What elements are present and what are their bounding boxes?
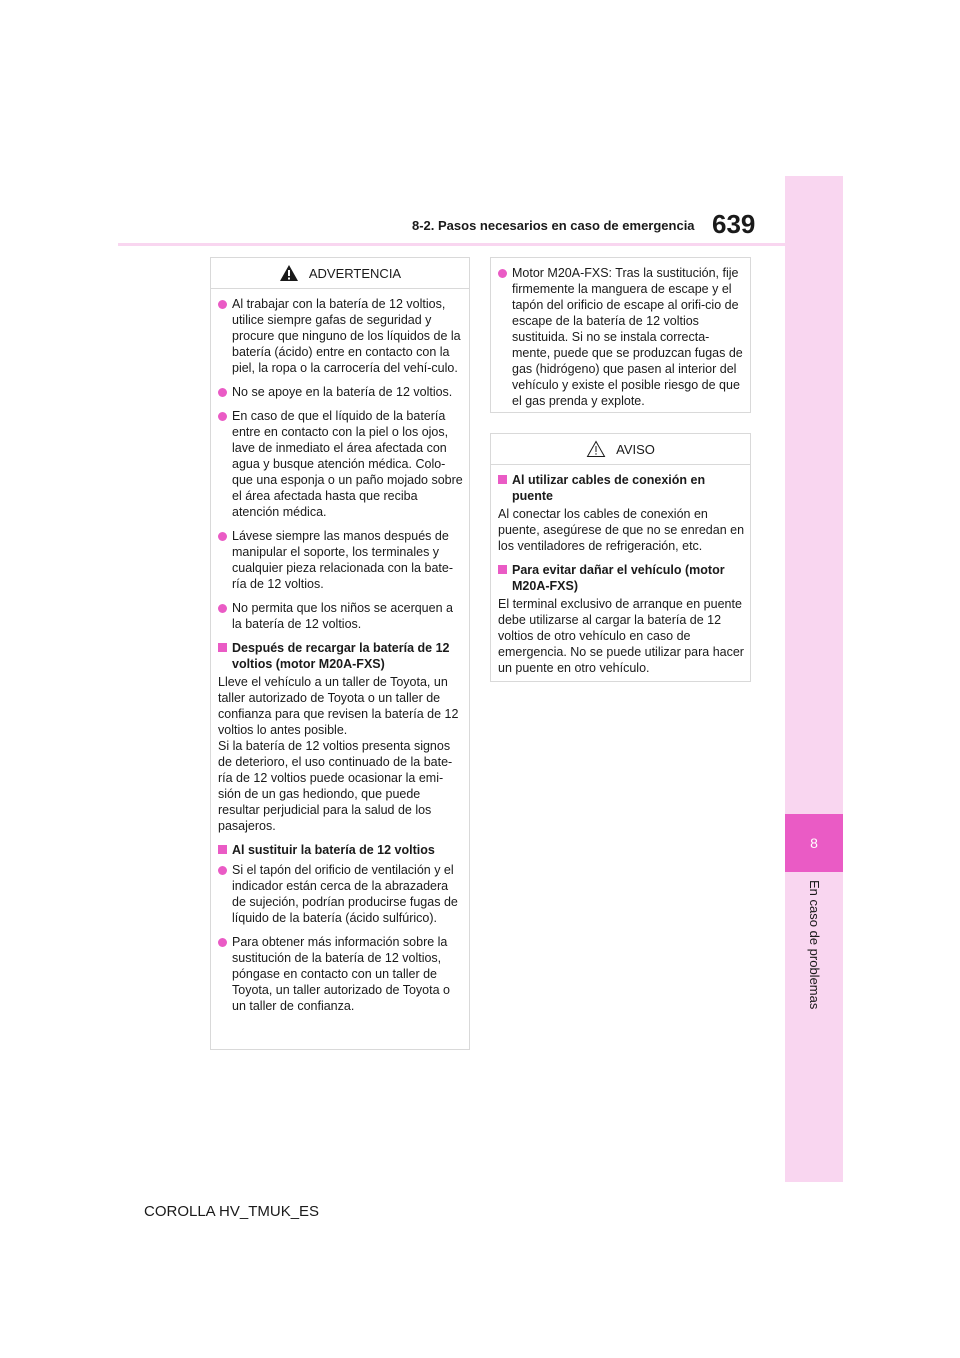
list-item	[218, 408, 464, 520]
list-item	[218, 384, 464, 400]
bullet-text: Si el tapón del orificio de ventilación y el indicador están cerca de la abrazadera de sujeción, podrían producirse fugas de líquido de la batería (ácido sulfúrico).	[232, 863, 458, 925]
bullet-dot-icon	[218, 604, 227, 613]
warning-box-title: ADVERTENCIA	[308, 265, 402, 281]
square-bullet-icon	[498, 565, 507, 574]
paragraph: Si la batería de 12 voltios presenta signos de deterioro, el uso continuado de la bate-ría de 12 voltios puede ocasionar la emi-sión de un gas hediondo, que puede resultar perjudicial para la salud de los pasajeros.	[218, 739, 453, 833]
chapter-number: 8	[810, 835, 818, 851]
list-item	[218, 528, 464, 592]
square-bullet-icon	[218, 845, 227, 854]
warning-box	[210, 257, 470, 1050]
warning-box-header	[211, 258, 469, 289]
footer-model: COROLLA HV_TMUK_ES	[144, 1203, 320, 1220]
list-item	[218, 934, 464, 1014]
chapter-label: En caso de problemas	[807, 880, 822, 1010]
page-number: 639	[712, 209, 756, 239]
subsection-heading	[498, 472, 745, 504]
paragraph: El terminal exclusivo de arranque en puente debe utilizarse al cargar la batería de 12 voltios de otro vehículo en caso de emergencia. No se puede utilizar para hacer un puente en otro vehículo.	[498, 597, 744, 675]
subsection-heading	[498, 562, 745, 594]
warning-triangle-outline-icon	[586, 440, 606, 458]
warning-continuation-box	[490, 257, 751, 413]
subsection-heading	[218, 842, 464, 858]
square-bullet-icon	[498, 475, 507, 484]
bullet-text: No se apoye en la batería de 12 voltios.	[232, 385, 453, 399]
bullet-text: En caso de que el líquido de la batería entre en contacto con la piel o los ojos, lave de inmediato el área afectada con agua y busque atención médica. Colo-que una esponja o un paño mojado sobre el área afectada hasta que reciba atención médica.	[232, 409, 463, 519]
chapter-number-badge	[785, 814, 843, 872]
subsection-heading	[218, 640, 464, 672]
header-rule	[118, 243, 785, 246]
bullet-dot-icon	[218, 866, 227, 875]
warning-box-body	[211, 289, 469, 1028]
bullet-dot-icon	[498, 269, 507, 278]
continuation-body	[491, 258, 750, 423]
paragraph: Al conectar los cables de conexión en puente, asegúrese de que no se enredan en los ventiladores de refrigeración, etc.	[498, 507, 745, 553]
subsection-heading-text: Al sustituir la batería de 12 voltios	[232, 843, 435, 857]
section-title: 8-2. Pasos necesarios en caso de emergencia	[412, 218, 695, 233]
bullet-dot-icon	[218, 412, 227, 421]
square-bullet-icon	[218, 643, 227, 652]
paragraph: Lleve el vehículo a un taller de Toyota, un taller autorizado de Toyota o un taller de confianza para que revisen la batería de 12 voltios lo antes posible.	[218, 675, 459, 737]
bullet-text: Lávese siempre las manos después de manipular el soporte, los terminales y cualquier pieza relacionada con la bate-ría de 12 voltios.	[232, 529, 453, 591]
bullet-text: Al trabajar con la batería de 12 voltios, utilice siempre gafas de seguridad y procure que ninguno de los líquidos de la batería (ácido) entre en contacto con la piel, la ropa o la carrocería del vehí-culo.	[232, 297, 461, 375]
bullet-text: Motor M20A-FXS: Tras la sustitución, fije firmemente la manguera de escape y el tapón del orificio de escape al orifi-cio de escape de la batería de 12 voltios sustituida. Si no se instala correcta-mente, puede que se produzcan fugas de gas (hidrógeno) que pasen al interior del vehículo y existe el posible riesgo de que el gas prenda y explote.	[512, 266, 743, 408]
warning-triangle-filled-icon	[279, 264, 299, 282]
bullet-text: Para obtener más información sobre la sustitución de la batería de 12 voltios, póngase en contacto con un taller de Toyota, un taller autorizado de Toyota o un taller de confianza.	[232, 935, 450, 1013]
bullet-dot-icon	[218, 938, 227, 947]
bullet-dot-icon	[218, 388, 227, 397]
bullet-dot-icon	[218, 300, 227, 309]
notice-box	[490, 433, 751, 682]
subsection-heading-text: Para evitar dañar el vehículo (motor M20A-FXS)	[512, 563, 725, 593]
list-item	[498, 265, 745, 409]
notice-box-header	[491, 434, 750, 465]
subsection-heading-text: Al utilizar cables de conexión en puente	[512, 473, 706, 503]
bullet-text: No permita que los niños se acerquen a la batería de 12 voltios.	[232, 601, 453, 631]
list-item	[218, 296, 464, 376]
notice-box-title: AVISO	[616, 441, 655, 457]
notice-box-body	[491, 465, 750, 682]
list-item	[218, 862, 464, 926]
subsection-heading-text: Después de recargar la batería de 12 voltios (motor M20A-FXS)	[232, 641, 450, 671]
bullet-dot-icon	[218, 532, 227, 541]
list-item	[218, 600, 464, 632]
